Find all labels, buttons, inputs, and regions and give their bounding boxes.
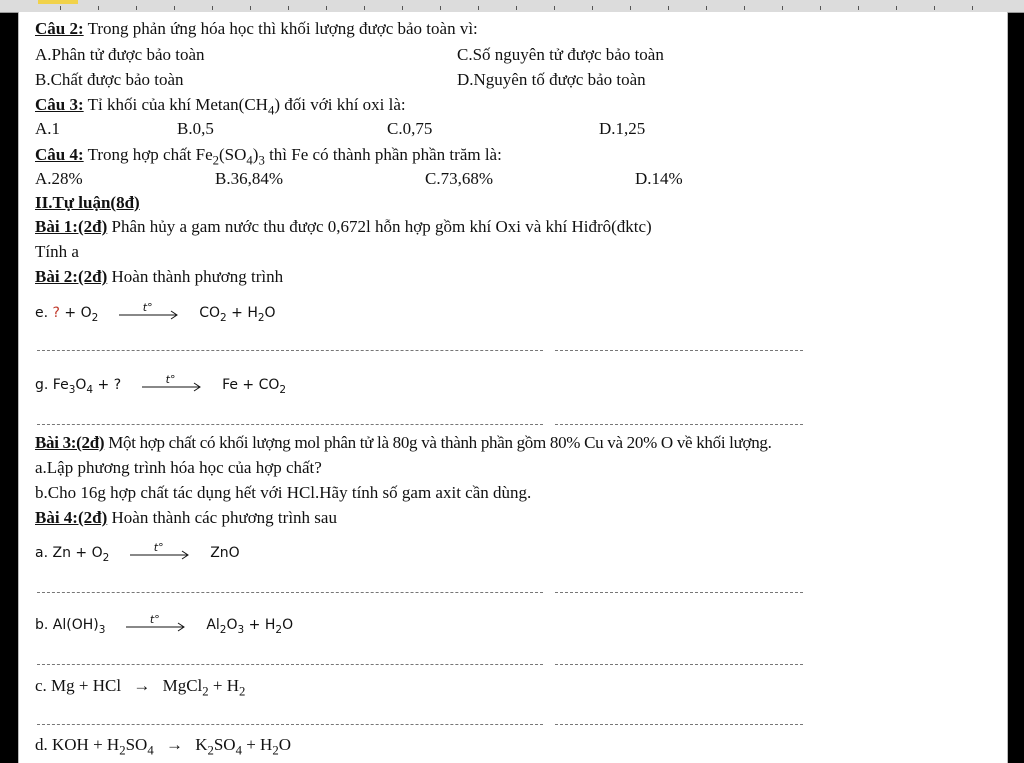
reaction-arrow — [128, 543, 192, 563]
q2-option-b: B.Chất được bảo toàn — [35, 70, 184, 89]
product: + H — [241, 735, 273, 754]
subscript: 4 — [246, 153, 253, 168]
question-3-text: Tỉ khối của khí Metan(CH — [87, 95, 268, 114]
exercise-1-text: Phân hủy a gam nước thu được 0,672l hỗn hợp gồm khí Oxi và khí Hiđrô(đktc) — [107, 217, 652, 236]
answer-line — [37, 424, 543, 425]
reactant: + O — [59, 305, 92, 321]
subscript: 2 — [219, 623, 227, 636]
subscript: 2 — [220, 311, 227, 324]
equation-prefix: a. — [35, 545, 53, 561]
q2-option-a: A.Phân tử được bảo toàn — [35, 45, 205, 64]
product: + H — [244, 617, 276, 633]
question-2-text: Trong phản ứng hóa học thì khối lượng được bảo toàn vì: — [87, 19, 478, 38]
ruler-marker — [38, 0, 78, 4]
ruler-tick — [592, 6, 593, 10]
arrow-icon: → — [133, 676, 151, 695]
ruler-tick — [174, 6, 175, 10]
ruler-tick — [554, 6, 555, 10]
exercise-4-text: Hoàn thành các phương trình sau — [107, 508, 337, 527]
answer-line — [37, 592, 543, 593]
question-2-label: Câu 2: — [35, 19, 84, 38]
equation-prefix: c. — [35, 676, 52, 695]
question-3 — [35, 94, 406, 116]
equation-g — [35, 374, 286, 396]
product: ZnO — [210, 545, 240, 561]
arrow-icon — [117, 303, 181, 323]
reaction-arrow — [117, 303, 181, 323]
heat-condition: t° — [142, 301, 153, 314]
subscript: 3 — [68, 383, 76, 396]
arrow-icon — [140, 375, 204, 395]
subscript: 3 — [98, 623, 106, 636]
answer-line — [37, 724, 543, 725]
section-heading: II.Tự luận(8đ) — [35, 193, 140, 212]
q4-option-c: C.73,68% — [425, 169, 493, 188]
ruler-tick — [934, 6, 935, 10]
ruler-tick — [364, 6, 365, 10]
product: O — [226, 617, 238, 633]
reactant: KOH + H — [52, 735, 120, 754]
equation-c — [35, 675, 245, 697]
exercise-4-label: Bài 4:(2đ) — [35, 508, 108, 527]
subscript: 2 — [119, 743, 126, 758]
q4-option-a: A.28% — [35, 169, 83, 188]
unknown-reactant: + ? — [93, 377, 122, 393]
q4-option-b: B.36,84% — [215, 169, 283, 188]
ruler-tick — [630, 6, 631, 10]
ruler-tick — [782, 6, 783, 10]
subscript: 2 — [207, 743, 214, 758]
ruler-tick — [98, 6, 99, 10]
equation-b — [35, 614, 293, 636]
reactant: O — [75, 377, 87, 393]
subscript: 3 — [258, 153, 265, 168]
subscript: 2 — [239, 684, 246, 699]
exercise-3-label: Bài 3:(2đ) — [35, 433, 105, 452]
subscript: 4 — [86, 383, 94, 396]
equation-prefix: g. — [35, 377, 53, 393]
product: CO — [199, 305, 220, 321]
product: O — [282, 617, 294, 633]
subscript: 4 — [267, 103, 275, 118]
arrow-icon — [128, 543, 192, 563]
ruler-tick — [440, 6, 441, 10]
product: + H — [208, 676, 240, 695]
heat-condition: t° — [165, 373, 176, 386]
formula-part: (SO — [219, 145, 247, 164]
q3-option-b: B.0,5 — [177, 119, 214, 138]
question-4 — [35, 144, 502, 166]
product: MgCl — [162, 676, 203, 695]
reactant: Fe — [52, 377, 69, 393]
ruler-tick — [820, 6, 821, 10]
unknown-reactant: ? — [52, 305, 60, 321]
answer-line — [37, 664, 543, 665]
ruler-tick — [288, 6, 289, 10]
equation-prefix: b. — [35, 617, 53, 633]
ruler-tick — [60, 6, 61, 10]
q2-option-d: D.Nguyên tố được bảo toàn — [457, 70, 646, 89]
q3-option-d: D.1,25 — [599, 119, 646, 138]
ruler-tick — [326, 6, 327, 10]
product: Fe + CO — [222, 377, 280, 393]
reactant: SO — [125, 735, 148, 754]
product: SO — [213, 735, 236, 754]
product: + H — [226, 305, 258, 321]
arrow-icon — [124, 615, 188, 635]
subscript: 4 — [147, 743, 154, 758]
ruler-tick — [706, 6, 707, 10]
reaction-arrow — [140, 375, 204, 395]
reactant: Al(OH) — [52, 617, 99, 633]
product: O — [278, 735, 291, 754]
reactant: Zn + O — [52, 545, 103, 561]
answer-line — [555, 592, 803, 593]
ruler-tick — [858, 6, 859, 10]
ruler-tick — [402, 6, 403, 10]
subscript: 3 — [237, 623, 245, 636]
subscript: 2 — [275, 623, 283, 636]
exercise-4 — [35, 507, 337, 529]
q2-option-c: C.Số nguyên tử được bảo toàn — [457, 45, 664, 64]
equation-a — [35, 542, 240, 564]
ruler-tick — [250, 6, 251, 10]
exercise-1-line2: Tính a — [35, 242, 79, 261]
question-3-text-end: ) đối với khí oxi là: — [274, 95, 406, 114]
q3-option-a: A.1 — [35, 119, 61, 138]
answer-line — [555, 664, 803, 665]
document-page — [18, 12, 1008, 763]
ruler-tick — [668, 6, 669, 10]
subscript: 2 — [257, 311, 265, 324]
product: Al — [206, 617, 220, 633]
question-3-label: Câu 3: — [35, 95, 84, 114]
subscript: 2 — [272, 743, 279, 758]
ruler-tick — [896, 6, 897, 10]
ruler-tick — [744, 6, 745, 10]
ruler-tick — [972, 6, 973, 10]
q3-option-c: C.0,75 — [387, 119, 433, 138]
equation-e — [35, 302, 276, 324]
q4-option-d: D.14% — [635, 169, 683, 188]
exercise-2-text: Hoàn thành phương trình — [107, 267, 284, 286]
equation-prefix: d. — [35, 735, 52, 754]
exercise-2-label: Bài 2:(2đ) — [35, 267, 108, 286]
subscript: 2 — [102, 551, 110, 564]
ruler-tick — [136, 6, 137, 10]
reactant: Mg + HCl — [51, 676, 122, 695]
arrow-icon: → — [165, 735, 183, 754]
subscript: 2 — [202, 684, 209, 699]
equation-d — [35, 734, 291, 756]
heat-condition: t° — [153, 541, 164, 554]
subscript: 2 — [212, 153, 219, 168]
subscript: 2 — [91, 311, 99, 324]
subscript: 4 — [235, 743, 242, 758]
exercise-3-part-a: a.Lập phương trình hóa học của hợp chất? — [35, 458, 322, 477]
answer-line — [555, 724, 803, 725]
question-4-text: Trong hợp chất Fe — [87, 145, 213, 164]
reaction-arrow — [124, 615, 188, 635]
ruler-tick — [478, 6, 479, 10]
answer-line — [37, 350, 543, 351]
answer-line — [555, 424, 803, 425]
ruler-tick — [516, 6, 517, 10]
ruler-tick — [212, 6, 213, 10]
exercise-3-text: Một hợp chất có khối lượng mol phân tử là 80g và thành phần gồm 80% Cu và 20% O về khối lượng. — [104, 433, 772, 452]
question-4-label: Câu 4: — [35, 145, 84, 164]
product: O — [264, 305, 276, 321]
heat-condition: t° — [149, 613, 160, 626]
formula-part: ) — [252, 145, 259, 164]
question-2 — [35, 18, 478, 40]
question-4-text-end: thì Fe có thành phần phần trăm là: — [264, 145, 502, 164]
exercise-2 — [35, 266, 283, 288]
exercise-1 — [35, 216, 652, 238]
exercise-3-part-b: b.Cho 16g hợp chất tác dụng hết với HCl.Hãy tính số gam axit cần dùng. — [35, 483, 532, 502]
exercise-1-label: Bài 1:(2đ) — [35, 217, 108, 236]
product: K — [195, 735, 208, 754]
equation-prefix: e. — [35, 305, 53, 321]
answer-line — [555, 350, 803, 351]
subscript: 2 — [279, 383, 287, 396]
exercise-3 — [35, 432, 772, 454]
